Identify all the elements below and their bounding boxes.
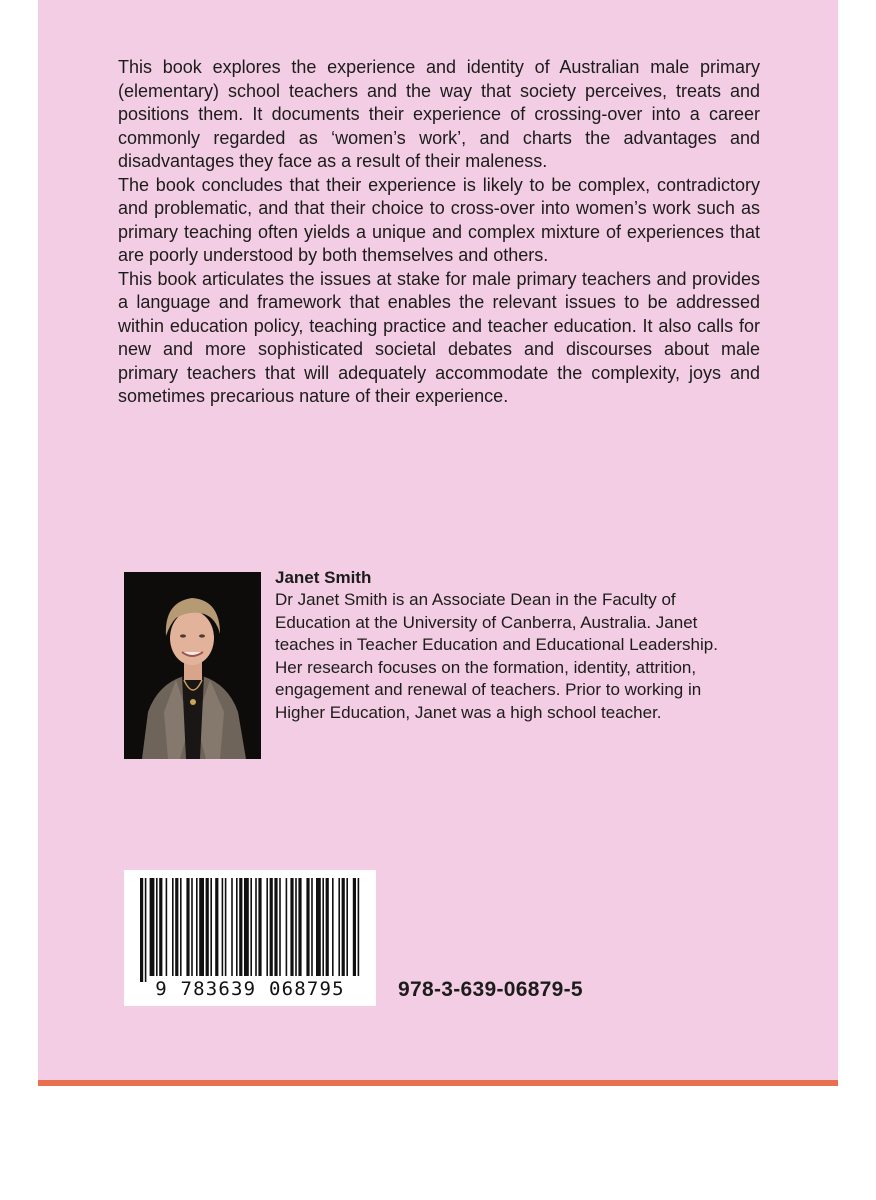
author-portrait-image <box>124 572 261 759</box>
description-paragraph-3: This book articulates the issues at stake for male primary teachers and provides a language and framework that enables the relevant issues to be addressed within education policy, teaching practice and teacher education. It also calls for new and more sophisticated societal debates and discourses about male primary teachers that will adequately accommodate the complexity, joys and sometimes precarious nature of their experience. <box>118 268 760 406</box>
description-paragraph-1: This book explores the experience and identity of Australian male primary (elementary) school teachers and the way that society perceives, treats and positions them. It documents their experience of crossing-over into a career commonly regarded as ‘women’s work’, and charts the advantages and disadvantages they face as a result of their maleness. <box>118 57 760 171</box>
isbn-number: 978-3-639-06879-5 <box>398 978 583 1001</box>
barcode-digits: 9 783639 068795 <box>155 978 345 1000</box>
author-photo <box>124 572 261 759</box>
book-description <box>118 56 760 409</box>
isbn-barcode <box>124 870 376 1006</box>
description-paragraph-2: The book concludes that their experience is likely to be complex, contradictory and problematic, and that their choice to cross-over into women’s work such as primary teaching often yields a unique and complex mixture of experiences that are poorly understood by both themselves and others. <box>118 174 760 265</box>
author-biography: Dr Janet Smith is an Associate Dean in the Faculty of Education at the University of Canberra, Australia. Janet teaches in Teacher Education and Educational Leadership. Her research focuses on the formation, identity, attrition, engagement and renewal of teachers. Prior to working in Higher Education, Janet was a high school teacher. <box>275 590 718 722</box>
author-name: Janet Smith <box>275 568 372 587</box>
bottom-accent-rule <box>38 1080 838 1086</box>
